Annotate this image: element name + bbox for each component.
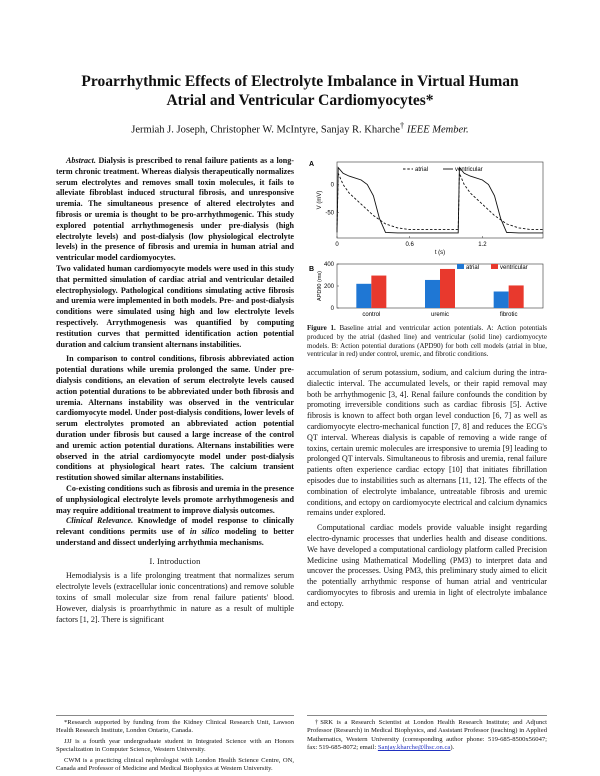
category-label: fibrotic (499, 312, 518, 318)
abstract-paragraph-4: Co-existing conditions such as fibrosis and uremia in the presence of unphysiological electrolyte levels promote arrhythmogenesis and may require additional treatment to improve dialysis outcomes. (56, 483, 294, 515)
member-label: IEEE Member. (406, 124, 469, 136)
figure-1 (307, 158, 547, 320)
abstract-label: Abstract. (66, 156, 96, 165)
legend-label-ventricular: ventricular (500, 265, 528, 271)
figure-caption (307, 324, 547, 359)
author-email-link[interactable]: Sanjay.kharche@lhsc.on.ca (377, 744, 451, 752)
legend-swatch-atrial (457, 264, 464, 269)
footnote-srk-end: ). (450, 744, 455, 752)
legend-swatch-ventricular (491, 264, 498, 269)
clinical-text-a: Knowledge of model response to clinically relevant conditions permits use of (56, 516, 294, 537)
y-tick-label: -50 (325, 210, 334, 217)
left-footnotes (56, 715, 294, 775)
y-tick-label: 0 (330, 306, 334, 312)
x-tick-label: 1.2 (478, 242, 487, 248)
footnote-funding: *Research supported by funding from the Kidney Clinical Research Unit, Lawson Health Research Institute, London Ontario, Canada. (56, 719, 294, 735)
panel-a-frame (337, 162, 543, 238)
footnote-cwm: CWM is a practicing clinical nephrologist with London Health Science Centre, ON, Canada and Professor of Medicine and Medical Biophysics at Western University. (56, 756, 294, 773)
series-line-ventricular (337, 168, 543, 233)
clinical-text-italic: in silico (189, 527, 220, 537)
category-label: uremic (430, 312, 450, 318)
figure-caption-label: Figure 1. (307, 324, 336, 332)
section-heading-introduction: I. Introduction (149, 556, 201, 566)
category-label: control (362, 312, 381, 318)
clinical-text-b: modeling to better understand and dissect underlying arrhythmia mechanisms. (56, 527, 295, 547)
author-names: Jermiah J. Joseph, Christopher W. McIntyre, Sanjay R. Kharche (131, 124, 400, 136)
footnote-srk-text: †SRK is a Research Scientist at London Health Research Institute; and Adjunct Professor (Research) in Medical Biophysics, and Assistant Professor (teaching) in Applied Mathematics, Western University (corresponding author phone: 519-685-8500x56047; fax: 519-685-8072; email: (307, 719, 547, 752)
series-line-atrial (337, 173, 543, 229)
abstract-paragraph-2: Two validated human cardiomyocyte models were used in this study that permitted simulation of cardiac atrial and ventricular detailed electrophysiology. Pathological conditions simulating active fibrosis and uremia were implemented in both models. Pre- and post-dialysis conditions were simulated using high and low electrolyte levels respectively. Arrythmogenesis was quantified by computing restitution curves that permitted identification action potential duration and calcium transient alternans instabilities. (56, 263, 294, 349)
right-paragraph-2: Computational cardiac models provide valuable insight regarding electro-dynamic processes that underlies health and disease conditions. We have developed a computational cardiology platform called Precision Medicine using Mathematical Modelling (PM3) to interpret data and uncover the processes. Using PM3, this preliminary study aimed to elicit the potentially arrhythmic response of human atrial and ventricular cardiomyocytes to fibrosis and uremia in light of electrolyte imbalance and ectopy. (307, 523, 547, 608)
intro-paragraph-1: Hemodialysis is a life prolonging treatment that normalizes serum electrolyte levels (extracellular ionic concentrations) and remove soluble toxins of small molecular size from renal failure patients' blood. However, dialysis is proarrhythmic in nature as a result of multiple factors [1, 2]. There is significant (56, 571, 294, 624)
author-line (40, 120, 560, 136)
legend-label-atrial: atrial (466, 265, 480, 271)
legend-label-atrial: atrial (415, 167, 429, 173)
y-tick-label: 200 (323, 284, 334, 290)
y-axis-label: APD90 (ms) (317, 271, 323, 301)
y-tick-label: 0 (330, 182, 334, 189)
footnote-jjj: JJJ is a fourth year undergraduate student in Integrated Science with an Honors Specialization in Computer Science, Western University. (56, 737, 294, 754)
panel-b-label: B (309, 266, 315, 273)
x-axis-label: t (s) (434, 250, 446, 256)
panel-a-chart (317, 162, 543, 256)
clinical-label: Clinical Relevance. (66, 516, 134, 526)
bar-atrial-uremic (425, 280, 440, 308)
bar-ventricular-control (371, 276, 386, 308)
clinical-relevance (56, 516, 294, 548)
y-axis-label: V (mV) (317, 190, 323, 210)
footnote-srk (307, 719, 547, 753)
bar-atrial-control (356, 284, 371, 308)
abstract-paragraph-1 (56, 156, 294, 264)
x-tick-label: 0.6 (405, 242, 414, 248)
title-line-1: Proarrhythmic Effects of Electrolyte Imbalance in Virtual Human (81, 73, 519, 90)
bar-ventricular-fibrotic (509, 285, 524, 308)
x-tick-label: 0 (335, 242, 339, 248)
author-dagger: † (399, 120, 405, 130)
bar-ventricular-uremic (440, 269, 455, 308)
bar-atrial-fibrotic (494, 292, 509, 309)
panel-b-chart (317, 262, 543, 318)
right-footnotes (307, 715, 547, 755)
title-line-2: Atrial and Ventricular Cardiomyocytes* (166, 92, 434, 109)
right-column (307, 368, 547, 610)
legend-label-ventricular: ventricular (455, 167, 483, 173)
abstract-text-1: Dialysis is prescribed to renal failure patients as a long-term chronic treatment. Whereas dialysis therapeutically normalizes serum electrolytes and removes small toxin molecules, it fails to alleviate fibroblast induced structural fibrosis, and unresponsive uremia. The simultaneous presence of altered electrolytes and fibrosis or uremia is thought to be pro-arrhythmogenic. This study explored potential arrhythmogenesis under pre-dialysis (high electrolyte levels) and post-dialysis (low physiological electrolyte levels) in the presence of fibrosis and uremia in human atrial and ventricular model cardiomyocytes. (56, 156, 294, 263)
paper-title (60, 72, 540, 110)
right-paragraph-1: accumulation of serum potassium, sodium, and calcium during the intra-dialectic interval. The accumulated levels, or their rapid removal may both be arrhythmogenic [3, 4]. Renal failure confounds the condition by promoting irreversible conditions such as cardiac fibrosis [5]. Active fibrosis is known to affect both organ level conduction [6, 7] as well as cardiomyocyte electro-mechanical function [7, 8] and reduces the ECG's QT interval. Whereas dialysis is capable of removing a wide range of toxins, certain uremic molecules are irresponsive to uremia [9] leading to prolonged QT intervals. Simultaneous to fibrosis and uremia, renal failure patients often experience cardiac ectopy [10] that initiates fibrillation episodes due to instabilities such as alternans [11, 12]. The effects of the combination of electrolyte imbalance, untreatable fibrosis and uremic conditions, and ectopy on cardiomyocyte electrical and calcium dynamics remains under explored. (307, 368, 547, 518)
panel-a-label: A (309, 161, 315, 168)
left-column (56, 156, 294, 625)
abstract-paragraph-3: In comparison to control conditions, fibrosis abbreviated action potential durations while uremia prolonged the same. Under pre-dialysis conditions, an elevation of serum electrolyte levels caused action potential durations to be abbreviated under both fibrosis and uremia. Alternans instability was observed in the ventricular cardiomyocyte model. Under post-dialysis conditions, lower levels of serum electrolytes promoted an abbreviated action potential duration under fibrosis but caused a large increase of the control and uremic action potential durations. Alternans instabilities were observed in the atrial cardiomyocyte model under post-dialysis conditions at physiological heart rates. The calcium transient restitution showed similar alternans instabilities. (56, 354, 294, 483)
figure-caption-text: Baseline atrial and ventricular action potentials. A: Action potentials produced by the atrial (dashed line) and ventricular (solid line) cardiomyocyte models. B: Action potential durations (APD90) for both cell models (atrial in blue, ventricular in red) under control, uremic, and fibrotic conditions. (307, 324, 548, 359)
y-tick-label: 400 (323, 262, 334, 268)
